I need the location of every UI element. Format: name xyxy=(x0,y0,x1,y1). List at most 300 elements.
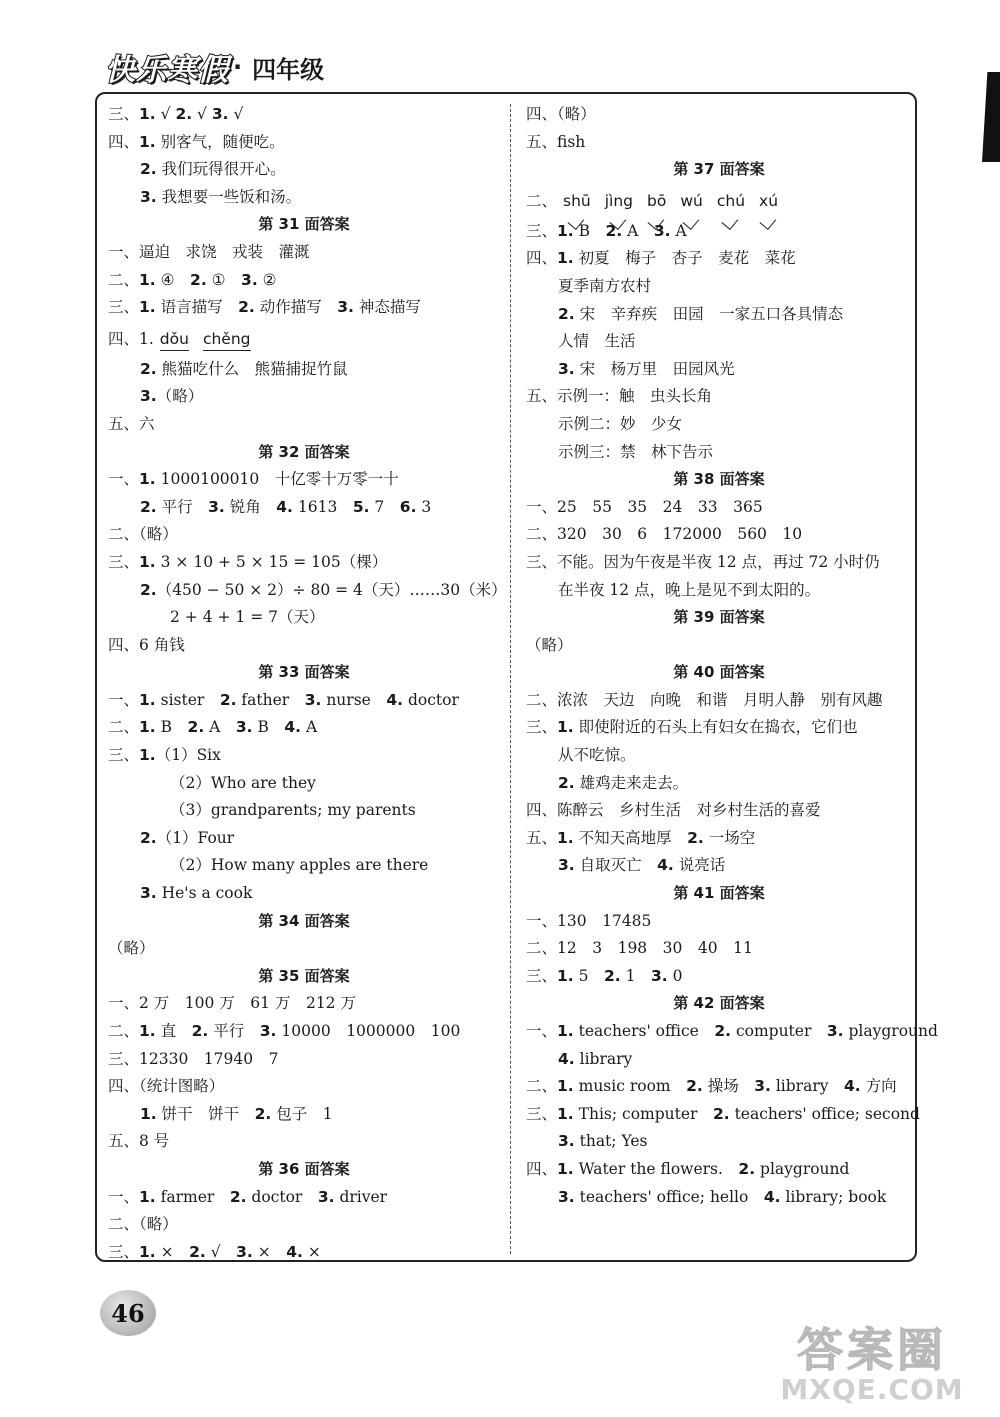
answer-text: ④ xyxy=(155,270,191,289)
question-number: 1. xyxy=(557,828,574,847)
answer-text: √ xyxy=(228,105,244,123)
answer-text: doctor xyxy=(246,1187,318,1206)
answer-text: 饼干 饼干 xyxy=(156,1104,255,1123)
answer-line xyxy=(108,1184,500,1212)
question-number: 3. xyxy=(259,1022,277,1040)
question-number: 2. xyxy=(605,221,623,240)
page-number-badge xyxy=(100,1290,156,1336)
section-title-text: 第 42 面答案 xyxy=(673,994,765,1013)
answer-line xyxy=(526,245,912,273)
answer-text: 四、 xyxy=(526,1159,558,1178)
answer-text: 2 + 4 + 1 = 7（天） xyxy=(170,608,325,627)
answer-text: 即使附近的石头上有妇女在捣衣，它们也 xyxy=(573,718,858,737)
answer-line xyxy=(108,356,500,384)
answer-text: × xyxy=(155,1242,190,1261)
question-number: 3. xyxy=(653,221,671,240)
answer-line xyxy=(108,267,500,295)
answer-text: √ xyxy=(155,105,176,123)
answer-text: 四、6 角钱 xyxy=(108,635,185,654)
answer-line xyxy=(526,383,912,411)
question-number: 3. xyxy=(317,1187,335,1206)
answer-text: 直 xyxy=(155,1022,192,1040)
answer-text: 三、 xyxy=(108,746,140,765)
answer-text: 五、fish xyxy=(526,132,586,151)
answer-text: B xyxy=(155,718,188,737)
left-column xyxy=(108,101,507,1266)
answer-line xyxy=(108,1018,500,1046)
pinyin-checked: shū xyxy=(563,184,591,218)
answer-text: teachers' office; second xyxy=(729,1104,920,1123)
question-number: 2. xyxy=(219,690,237,709)
question-number: 2. xyxy=(558,304,575,323)
answer-text: 1 xyxy=(620,966,651,985)
answer-text: 在半夜 12 点，晚上是见不到太阳的。 xyxy=(558,580,821,599)
answer-text: 三、 xyxy=(108,105,140,123)
answer-text: 3 × 10 + 5 × 15 = 105（棵） xyxy=(155,552,388,571)
answer-text: A xyxy=(622,221,654,240)
question-number: 3. xyxy=(558,1132,575,1151)
answer-text: 我想要一些饭和汤。 xyxy=(156,187,302,206)
answer-text: 二、（略） xyxy=(108,1215,178,1234)
answer-text: 五、 xyxy=(526,828,558,847)
question-number: 2. xyxy=(140,828,157,847)
answer-text: He's a cook xyxy=(156,884,253,903)
answer-text: 二、 xyxy=(108,1022,140,1040)
question-number: 4. xyxy=(657,856,674,875)
pinyin-checked: chú xyxy=(717,184,745,218)
question-number: 3. xyxy=(140,187,157,206)
answer-text: 一、 xyxy=(526,1022,558,1040)
section-title-text: 第 36 面答案 xyxy=(258,1159,350,1178)
answer-line xyxy=(526,1073,912,1101)
answer-text: 5 xyxy=(573,966,604,985)
question-number: 3. xyxy=(208,497,225,516)
question-number: 1. xyxy=(140,1104,157,1123)
question-number: 1. xyxy=(139,1187,156,1206)
answer-text: 宋 辛弃疾 田园 一家五口各具情态 xyxy=(574,304,844,323)
answer-line xyxy=(526,1128,912,1156)
site-watermark xyxy=(762,1320,982,1410)
answer-text: 一、25 55 35 24 33 365 xyxy=(526,497,763,516)
answer-text: （略） xyxy=(156,387,204,406)
answer-text: 五、8 号 xyxy=(108,1132,170,1151)
question-number: 2. xyxy=(686,1077,703,1096)
section-title-text: 第 40 面答案 xyxy=(673,663,765,682)
answer-text: ① xyxy=(206,270,242,289)
answer-text: 一、逼迫 求饶 戎装 灌溉 xyxy=(108,242,310,261)
answer-text: × xyxy=(252,1242,287,1261)
answer-text: 从不吃惊。 xyxy=(558,746,636,765)
answer-text: computer xyxy=(731,1022,827,1040)
watermark-domain: MXQE.COM xyxy=(780,1373,964,1406)
answer-text: Water the flowers. xyxy=(573,1159,739,1178)
question-number: 1. xyxy=(139,132,156,151)
answer-line xyxy=(108,101,500,129)
answer-line xyxy=(526,687,912,715)
answer-text: library; book xyxy=(780,1187,887,1206)
answer-text: 四、（略） xyxy=(526,105,596,123)
question-number: 1. xyxy=(139,552,156,571)
question-number: 4. xyxy=(844,1077,861,1096)
question-number: 3. xyxy=(236,1242,253,1261)
answer-text: This; computer xyxy=(573,1104,713,1123)
section-title xyxy=(526,880,912,908)
answer-text: 三、 xyxy=(108,1242,140,1261)
answer-text: father xyxy=(236,690,305,709)
answer-text: 我们玩得很开心。 xyxy=(156,160,286,179)
answer-text: 10000 1000000 100 xyxy=(276,1022,461,1040)
answer-line xyxy=(108,1101,500,1129)
answer-text: 二、12 3 198 30 40 11 xyxy=(526,939,753,958)
answer-line xyxy=(108,632,500,660)
answer-text: 不知天高地厚 xyxy=(573,828,688,847)
answer-text: playground xyxy=(755,1159,850,1178)
section-title xyxy=(108,963,500,991)
answer-line xyxy=(526,549,912,577)
grade-label: 四年级 xyxy=(252,55,325,84)
answer-text: （略） xyxy=(108,939,155,958)
section-title-text: 第 34 面答案 xyxy=(258,911,350,930)
answer-text: B xyxy=(573,221,606,240)
answer-prefix: 二、 xyxy=(526,191,558,210)
answer-text: library xyxy=(770,1077,845,1096)
section-title xyxy=(526,604,912,632)
answer-text: 示例三：禁 林下告示 xyxy=(558,442,714,461)
question-number: 4. xyxy=(284,718,302,737)
answer-line xyxy=(526,770,912,798)
section-title-text: 第 41 面答案 xyxy=(673,884,765,903)
answer-line xyxy=(526,218,912,246)
question-number: 2. xyxy=(140,160,157,179)
answer-text: A xyxy=(204,718,236,737)
answer-line xyxy=(526,714,912,742)
answer-line xyxy=(526,101,912,129)
question-number: 2. xyxy=(229,1187,247,1206)
pinyin-checked: xú xyxy=(759,184,778,218)
book-logo: 快乐寒假 xyxy=(105,53,229,88)
answer-text: 一、 xyxy=(108,690,140,709)
question-number: 1. xyxy=(139,690,156,709)
header xyxy=(105,42,324,92)
question-number: 2. xyxy=(189,1242,206,1261)
answer-line xyxy=(526,797,912,825)
answer-line xyxy=(526,908,912,936)
question-number: 1. xyxy=(139,298,156,317)
answer-text: 三、 xyxy=(526,718,558,737)
answer-line xyxy=(108,383,500,411)
answer-line xyxy=(108,990,500,1018)
answer-line xyxy=(108,1046,500,1074)
answer-text: （1）Six xyxy=(155,746,221,765)
section-title xyxy=(108,1156,500,1184)
answer-text: 7 xyxy=(369,497,400,516)
answer-prefix: 四、1. xyxy=(108,329,154,348)
section-title xyxy=(526,466,912,494)
answer-line xyxy=(108,239,500,267)
answer-text: 初夏 梅子 杏子 麦花 菜花 xyxy=(573,249,796,268)
question-number: 4. xyxy=(763,1187,781,1206)
answer-line xyxy=(108,1073,500,1101)
answer-text: teachers' office xyxy=(573,1022,715,1040)
pinyin-checked: wú xyxy=(680,184,703,218)
question-number: 2. xyxy=(604,966,621,985)
answer-text: 1613 xyxy=(292,497,353,516)
question-number: 1. xyxy=(139,1242,156,1261)
answer-text: 方向 xyxy=(860,1077,897,1096)
question-number: 3. xyxy=(826,1022,844,1040)
answer-text: × xyxy=(302,1242,321,1261)
answer-line xyxy=(526,301,912,329)
question-number: 3. xyxy=(140,884,157,903)
answer-text: ② xyxy=(257,270,277,289)
answer-line xyxy=(108,466,500,494)
answer-text: 三、 xyxy=(526,1104,558,1123)
answer-text: 一、2 万 100 万 61 万 212 万 xyxy=(108,994,356,1013)
question-number: 4. xyxy=(558,1049,575,1068)
answer-line xyxy=(526,742,912,770)
answer-line xyxy=(108,687,500,715)
answer-text: √ xyxy=(205,1242,237,1261)
question-number: 1. xyxy=(557,249,574,268)
section-title xyxy=(526,659,912,687)
answer-text: 夏季南方农村 xyxy=(558,276,652,295)
question-number: 2. xyxy=(190,270,207,289)
answer-text: 四、 xyxy=(526,249,558,268)
answer-text: 一场空 xyxy=(703,828,756,847)
question-number: 3. xyxy=(235,718,253,737)
question-number: 1. xyxy=(139,718,156,737)
answer-text: 操场 xyxy=(702,1077,755,1096)
question-number: 2. xyxy=(687,828,704,847)
question-number: 3. xyxy=(558,856,575,875)
answer-line xyxy=(108,1128,500,1156)
section-title-text: 第 38 面答案 xyxy=(673,470,765,489)
answer-text: 雄鸡走来走去。 xyxy=(574,773,689,792)
question-number: 3. xyxy=(211,105,229,123)
question-number: 1. xyxy=(557,221,574,240)
section-title-text: 第 32 面答案 xyxy=(258,442,350,461)
question-number: 2. xyxy=(140,497,157,516)
answer-text: A xyxy=(670,221,687,240)
answer-line xyxy=(526,852,912,880)
answer-line xyxy=(526,935,912,963)
answer-line xyxy=(526,577,912,605)
question-number: 1. xyxy=(139,470,156,489)
answer-line xyxy=(108,825,500,853)
answer-line xyxy=(108,742,500,770)
answer-text: 三、 xyxy=(108,552,140,571)
answer-line xyxy=(108,577,507,605)
question-number: 2. xyxy=(712,1104,730,1123)
answer-text: nurse xyxy=(321,690,387,709)
answer-text: （3）grandparents; my parents xyxy=(170,801,416,820)
answer-line xyxy=(526,825,912,853)
answer-text: 别客气，随便吃。 xyxy=(155,132,285,151)
answer-text: 1000100010 十亿零十万零一十 xyxy=(155,470,399,489)
answer-text: 3 xyxy=(416,497,432,516)
question-number: 2. xyxy=(238,298,255,317)
answer-text: teachers' office; hello xyxy=(574,1187,764,1206)
question-number: 3. xyxy=(754,1077,771,1096)
question-number: 1. xyxy=(139,105,156,123)
answer-text: 示例二：妙 少女 xyxy=(558,414,683,433)
answer-line xyxy=(526,1101,920,1129)
answer-line xyxy=(108,935,500,963)
question-number: 3. xyxy=(558,359,575,378)
answer-text: sister xyxy=(155,690,220,709)
answer-line xyxy=(108,714,500,742)
question-number: 1. xyxy=(557,1022,574,1040)
question-number: 3. xyxy=(337,298,354,317)
question-number: 2. xyxy=(191,1022,209,1040)
pinyin-checked: jìng xyxy=(605,184,633,218)
answer-line xyxy=(108,549,500,577)
corner-tab-mark xyxy=(982,72,1000,162)
answer-text: 熊猫吃什么 熊猫捕捉竹鼠 xyxy=(156,359,348,378)
answer-text: 五、示例一：触 虫头长角 xyxy=(526,387,713,406)
question-number: 1. xyxy=(139,1022,156,1040)
question-number: 2. xyxy=(140,580,157,599)
section-title-text: 第 35 面答案 xyxy=(258,966,350,985)
answer-text: 四、（统计图略） xyxy=(108,1077,225,1096)
answer-text: （1）Four xyxy=(156,828,235,847)
question-number: 3. xyxy=(650,966,668,985)
answer-line xyxy=(526,632,912,660)
answer-line xyxy=(108,797,500,825)
question-number: 3. xyxy=(558,1187,575,1206)
pinyin-underlined: dǒu xyxy=(160,328,189,351)
answer-text: A xyxy=(301,718,318,737)
answer-text: 三、12330 17940 7 xyxy=(108,1049,279,1068)
answer-line xyxy=(526,1046,912,1074)
answer-text: playground xyxy=(843,1022,938,1040)
answer-text: （2）Who are they xyxy=(170,773,316,792)
answer-text: 四、陈醉云 乡村生活 对乡村生活的喜爱 xyxy=(526,801,821,820)
question-number: 3. xyxy=(241,270,258,289)
question-number: 4. xyxy=(276,497,293,516)
answer-text: （略） xyxy=(526,635,573,654)
answer-text: 三、 xyxy=(526,966,558,985)
answer-text: 二、 xyxy=(108,718,140,737)
answer-line xyxy=(108,294,500,322)
question-number: 1. xyxy=(557,1159,574,1178)
answer-text: 二、（略） xyxy=(108,525,178,544)
answer-text: 平行 xyxy=(156,497,209,516)
answer-text: 说亮话 xyxy=(673,856,726,875)
answer-text: （2）How many apples are there xyxy=(170,856,429,875)
answer-text: 三、不能。因为午夜是半夜 12 点，再过 72 小时仍 xyxy=(526,552,880,571)
section-title xyxy=(108,908,500,936)
right-column xyxy=(526,101,938,1211)
section-title-text: 第 39 面答案 xyxy=(673,608,765,627)
answer-line xyxy=(108,129,500,157)
answer-text: farmer xyxy=(155,1187,230,1206)
answer-text: 三、 xyxy=(108,298,140,317)
section-title-text: 第 37 面答案 xyxy=(673,160,765,179)
question-number: 1. xyxy=(557,718,574,737)
answer-text: 动作描写 xyxy=(254,298,338,317)
question-number: 2. xyxy=(187,718,205,737)
answer-line xyxy=(108,521,500,549)
question-number: 1. xyxy=(139,270,156,289)
question-number: 6. xyxy=(399,497,417,516)
answer-text: 三、 xyxy=(526,221,558,240)
section-title-text: 第 33 面答案 xyxy=(258,663,350,682)
answer-text: 锐角 xyxy=(224,497,277,516)
pinyin-answer-line xyxy=(526,184,912,218)
answer-text: 二、320 30 6 172000 560 10 xyxy=(526,525,803,544)
answer-line xyxy=(526,129,912,157)
answer-text: library xyxy=(574,1049,633,1068)
section-title xyxy=(108,439,500,467)
answer-text: 神态描写 xyxy=(353,298,421,317)
page-number: 46 xyxy=(111,1298,145,1328)
answer-line xyxy=(526,356,912,384)
pinyin-underlined: chěng xyxy=(203,328,251,351)
answer-text: 自取灭亡 xyxy=(574,856,658,875)
answer-line xyxy=(108,411,500,439)
section-title xyxy=(526,990,912,1018)
pinyin-answer-line xyxy=(108,322,500,356)
answer-text: 一、130 17485 xyxy=(526,911,652,930)
answer-text: 二、 xyxy=(108,270,140,289)
answer-line xyxy=(108,184,500,212)
answer-line xyxy=(526,439,912,467)
answer-text: 语言描写 xyxy=(155,298,239,317)
answer-text: doctor xyxy=(403,690,459,709)
answer-line xyxy=(108,494,500,522)
answer-text: B xyxy=(252,718,285,737)
question-number: 1. xyxy=(557,1104,574,1123)
question-number: 1. xyxy=(557,1077,574,1096)
section-title xyxy=(108,211,500,239)
answer-text: 包子 1 xyxy=(271,1104,333,1123)
answer-line xyxy=(526,328,912,356)
answer-text: 二、 xyxy=(526,1077,558,1096)
answer-line xyxy=(526,1184,912,1212)
answer-line xyxy=(108,156,500,184)
question-number: 2. xyxy=(558,773,575,792)
answer-text: 四、 xyxy=(108,132,140,151)
question-number: 2. xyxy=(254,1104,272,1123)
answer-text: 一、 xyxy=(108,470,140,489)
answer-text: 人情 生活 xyxy=(558,332,636,351)
section-title xyxy=(108,659,500,687)
question-number: 4. xyxy=(286,1242,303,1261)
answer-line xyxy=(108,880,500,908)
question-number: 2. xyxy=(175,105,193,123)
answer-line xyxy=(108,770,500,798)
answer-text: 宋 杨万里 田园风光 xyxy=(574,359,735,378)
answer-line xyxy=(526,494,912,522)
answer-line xyxy=(526,273,912,301)
question-number: 2. xyxy=(738,1159,756,1178)
answer-text: √ xyxy=(192,105,212,123)
section-title xyxy=(526,156,912,184)
answer-text: driver xyxy=(334,1187,388,1206)
answer-line xyxy=(526,521,912,549)
answer-line xyxy=(526,1156,912,1184)
answer-text: 二、浓浓 天边 向晚 和谐 月明人静 别有风趣 xyxy=(526,690,883,709)
column-divider xyxy=(510,104,511,1254)
answer-line xyxy=(526,411,912,439)
answer-text: （450 − 50 × 2）÷ 80 = 4（天）……30（米） xyxy=(156,580,507,599)
pinyin-checked: bō xyxy=(647,184,666,218)
answer-line xyxy=(108,604,500,632)
answer-line xyxy=(526,1018,938,1046)
answer-text: 0 xyxy=(667,966,683,985)
question-number: 2. xyxy=(714,1022,732,1040)
